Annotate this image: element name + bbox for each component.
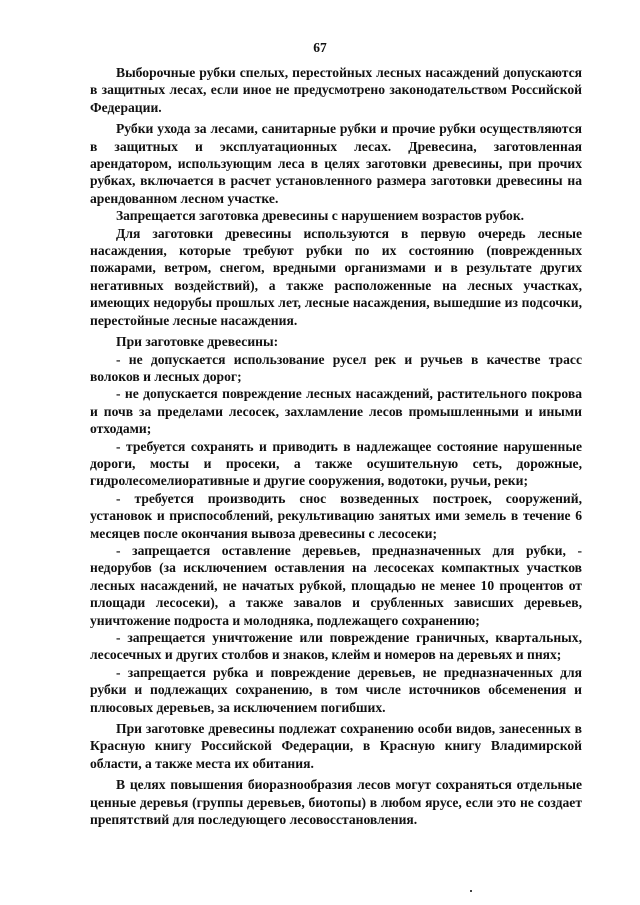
paragraph-red-book: При заготовке древесины подлежат сохранению особи видов, занесенных в Красную книгу Российской Федерации, в Красную книгу Владимирской области, а также места их обитания. [90, 721, 582, 771]
list-item-protected-trees: - запрещается рубка и повреждение деревьев, не предназначенных для рубки и подлежащих сохранению, в том числе источников обсеменения и плюсовых деревьев, за исключением погибших. [90, 664, 582, 715]
document-body [90, 64, 582, 828]
paragraph-selective-felling: Выборочные рубки спелых, перестойных лесных насаждений допускаются в защитных лесах, если иное не предусмотрено законодательством Российской Федерации. [90, 65, 582, 115]
scan-speck [470, 890, 472, 892]
paragraph-age-prohibition: Запрещается заготовка древесины с нарушением возрастов рубок. [116, 208, 525, 224]
list-item-damage: - не допускается повреждение лесных насаждений, растительного покрова и почв за пределами лесосек, захламление лесов промышленными и иными отходами; [90, 386, 582, 437]
page-number: 67 [313, 40, 327, 55]
paragraph-priority-stands: Для заготовки древесины используются в первую очередь лесные насаждения, которые требуют рубки по их состоянию (поврежденных пожарами, ветром, снегом, вредными организмами и в результате других негативных воздействий), а также расположенные на лесных участках, имеющих недорубы прошлых лет, лесные насаждения, вышедшие из подсочки, перестойные лесные насаждения. [90, 225, 582, 328]
list-item-restore-roads: - требуется сохранять и приводить в надлежащее состояние нарушенные дороги, мосты и просеки, а также осушительную сеть, дорожные, гидролесомелиоративные и другие сооружения, водотоки, ручьи, реки; [90, 438, 582, 489]
list-item-riverbeds: - не допускается использование русел рек и ручьев в качестве трасс волоков и лесных дорог; [90, 351, 582, 384]
list-item-leaving-trees: - запрещается оставление деревьев, предназначенных для рубки, - недорубов (за исключением оставления на лесосеках компактных участков лесных насаждений, не начатых рубкой, площадью не менее 10 процентов от площади лесосеки), а также завалов и срубленных зависших деревьев, уничтожение подроста и молодняка, подлежащего сохранению; [90, 542, 582, 628]
paragraph-harvest-intro: При заготовке древесины: [116, 334, 279, 350]
list-item-demolish-structures: - требуется производить снос возведенных построек, сооружений, установок и приспособлений, рекультивацию занятых ими земель в течение 6 месяцев после окончания вывоза древесины с лесосеки; [90, 490, 582, 541]
paragraph-care-felling: Рубки ухода за лесами, санитарные рубки и прочие рубки осуществляются в защитных и эксплуатационных лесах. Древесина, заготовленная арендатором, использующим леса в целях заготовки древесины, при прочих рубках, включается в расчет установленного размера заготовки древесины на арендованном лесном участке. [90, 121, 582, 206]
list-item-boundary-marks: - запрещается уничтожение или повреждение граничных, квартальных, лесосечных и других столбов и знаков, клейм и номеров на деревьях и пнях; [90, 630, 582, 663]
paragraph-biodiversity: В целях повышения биоразнообразия лесов могут сохраняться отдельные ценные деревья (группы деревьев, биотопы) в любом ярусе, если это не создает препятствий для последующего лесовосстановления. [90, 777, 582, 828]
